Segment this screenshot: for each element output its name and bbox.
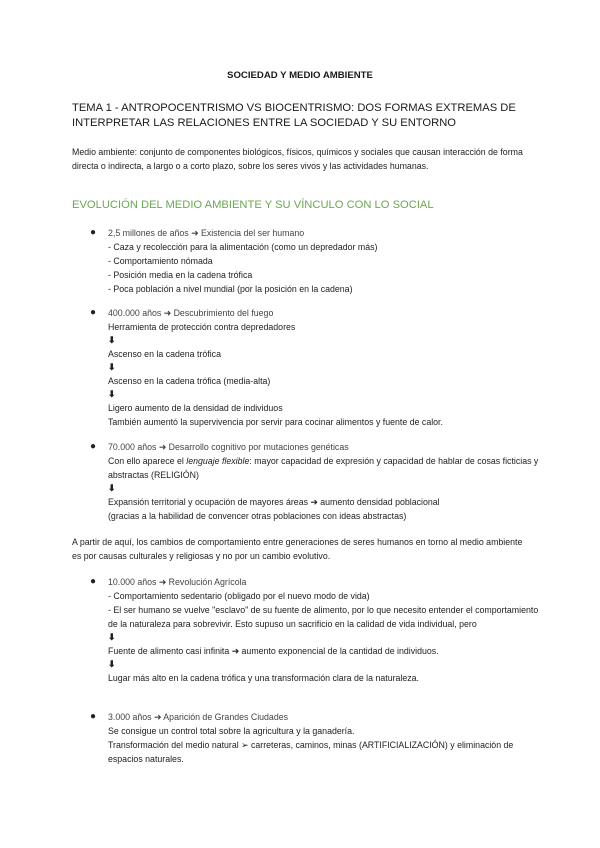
text-segment: : mayor capacidad de expresión y capacidad de hablar de cosas ficticias y abstractas (RELIGIÓN)	[108, 456, 539, 480]
bullet-block-4	[90, 575, 540, 685]
list-item: Ascenso en la cadena trófica	[108, 349, 221, 359]
list-item: - Comportamiento sedentario (obligado por el nuevo modo de vida)	[108, 591, 370, 601]
arrow-down-icon: ⬇	[108, 335, 116, 345]
arrow-down-icon: ⬇	[108, 483, 116, 493]
list-item: (gracias a la habilidad de convencer otras poblaciones con ideas abstractas)	[108, 511, 407, 521]
list-item: - Caza y recolección para la alimentación (como un depredador más)	[108, 242, 378, 252]
bullet-item-head	[90, 226, 540, 240]
list-item: - Poca población a nivel mundial (por la posición en la cadena)	[108, 284, 353, 294]
bullet-head-text: 70.000 años ➜ Desarrollo cognitivo por mutaciones genéticas	[108, 442, 349, 452]
list-item: Ligero aumento de la densidad de individuos	[108, 403, 283, 413]
bullet-head-text: 3.000 años ➜ Aparición de Grandes Ciudades	[108, 712, 289, 722]
arrow-down-icon: ⬇	[108, 659, 116, 669]
bullet-block-3	[90, 440, 540, 523]
bullet-head-text: 400.000 años ➜ Descubrimiento del fuego	[108, 308, 274, 318]
list-item: Expansión territorial y ocupación de mayores áreas ➜ aumento densidad poblacional	[108, 497, 440, 507]
list-item: - Comportamiento nómada	[108, 256, 213, 266]
bullet-block-1	[90, 226, 540, 296]
list-item: - El ser humano se vuelve "esclavo" de su fuente de alimento, por lo que necesito entender el comportamiento de la naturaleza para sobrevivir. Esto supuso un sacrificio en la calidad de vida individual, pero	[108, 605, 539, 629]
list-item: Fuente de alimento casi infinita ➜ aumento exponencial de la cantidad de individuos.	[108, 646, 439, 656]
list-item	[90, 454, 540, 482]
bullet-icon: ●	[90, 711, 97, 722]
bullet-item-head	[90, 710, 540, 724]
list-item: Ascenso en la cadena trófica (media-alta)	[108, 376, 271, 386]
definition-paragraph: Medio ambiente: conjunto de componentes biológicos, físicos, químicos y sociales que causan interacción de forma directa o indirecta, a largo o a corto plazo, sobre los seres vivos y las actividades humanas.	[72, 147, 523, 171]
bullet-icon: ●	[90, 227, 97, 238]
emphasis-text: lenguaje flexible	[186, 456, 250, 466]
list-item: Lugar más alto en la cadena trófica y una transformación clara de la naturaleza.	[108, 673, 420, 683]
bullet-item-head	[90, 575, 540, 589]
list-item: Transformación del medio natural ➢ carreteras, caminos, minas (ARTIFICIALIZACIÓN) y eliminación de espacios naturales.	[108, 740, 514, 764]
section-heading: EVOLUCIÓN DEL MEDIO AMBIENTE Y SU VÍNCULO CON LO SOCIAL	[72, 199, 434, 211]
arrow-down-icon: ⬇	[108, 632, 116, 642]
bullet-icon: ●	[90, 307, 97, 318]
list-item: Se consigue un control total sobre la agricultura y la ganadería.	[108, 726, 355, 736]
bullet-icon: ●	[90, 576, 97, 587]
arrow-down-icon: ⬇	[108, 362, 116, 372]
bullet-block-5	[90, 710, 540, 766]
list-item: Herramienta de protección contra depredadores	[108, 322, 296, 332]
topic-heading: TEMA 1 - ANTROPOCENTRISMO VS BIOCENTRISMO: DOS FORMAS EXTREMAS DE INTERPRETAR LAS RELACIONES ENTRE LA SOCIEDAD Y SU ENTORNO	[72, 102, 516, 129]
bullet-item-head	[90, 440, 540, 454]
arrow-down-icon: ⬇	[108, 389, 116, 399]
list-item: - Posición media en la cadena trófica	[108, 270, 253, 280]
bullet-head-text: 2,5 millones de años ➜ Existencia del ser humano	[108, 228, 305, 238]
bullet-head-text: 10.000 años ➜ Revolución Agrícola	[108, 577, 247, 587]
document-title: SOCIEDAD Y MEDIO AMBIENTE	[227, 70, 373, 81]
text-segment: Con ello aparece el	[108, 456, 187, 466]
middle-paragraph: A partir de aquí, los cambios de comportamiento entre generaciones de seres humanos en torno al medio ambiente es por causas culturales y religiosas y no por un cambio evolutivo.	[72, 537, 523, 561]
bullet-block-2	[90, 306, 540, 429]
bullet-item-head	[90, 306, 540, 320]
bullet-icon: ●	[90, 441, 97, 452]
list-item: También aumentó la supervivencia por servir para cocinar alimentos y fuente de calor.	[108, 417, 443, 427]
